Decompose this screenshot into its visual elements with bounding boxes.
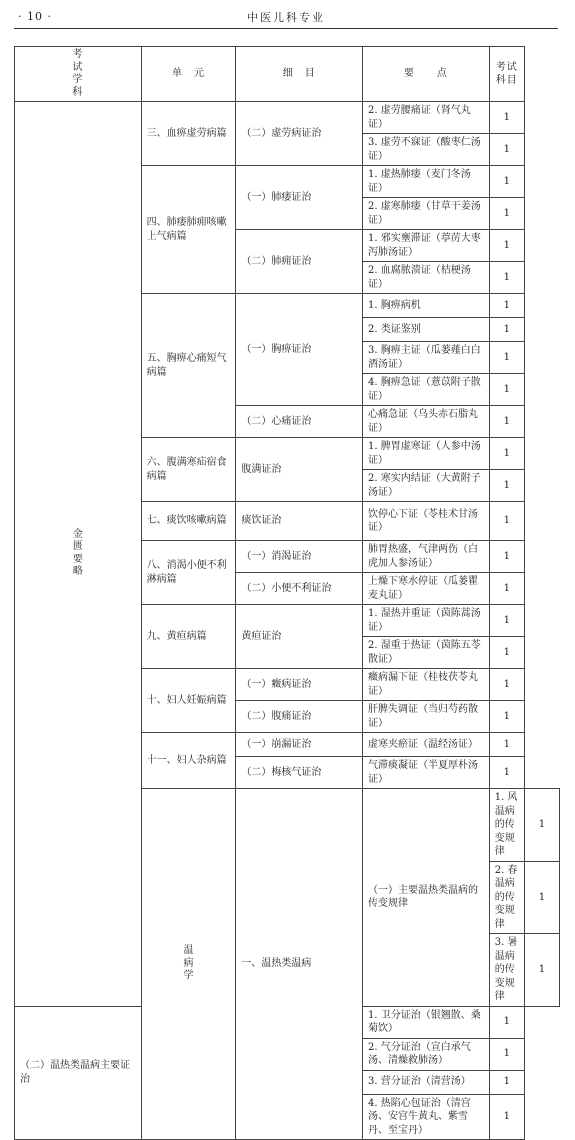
detail-cell: 腹满证治 — [236, 438, 363, 502]
col-score: 考试科目 — [489, 47, 524, 102]
score-cell: 1 — [489, 166, 524, 198]
score-cell: 1 — [489, 102, 524, 134]
point-cell: 1. 脾胃虚寒证（人参中汤证） — [363, 438, 490, 470]
point-cell: 4. 胸痹急证（薏苡附子散证） — [363, 374, 490, 406]
score-cell: 1 — [489, 637, 524, 669]
score-cell: 1 — [489, 318, 524, 342]
subject-jingui: 金匮要略 — [15, 102, 142, 1007]
unit-cell: 六、腹满寒疝宿食病篇 — [141, 438, 236, 502]
detail-cell: （一）胸痹证治 — [236, 294, 363, 406]
detail-cell: （一）主要温热类温病的传变规律 — [363, 789, 490, 1007]
unit-cell: 三、血痹虚劳病篇 — [141, 102, 236, 166]
detail-cell: （一）癥病证治 — [236, 669, 363, 701]
unit-cell: 五、胸痹心痛短气病篇 — [141, 294, 236, 438]
detail-cell: （二）肺痈证治 — [236, 230, 363, 294]
point-cell: 2. 血腐脓溃证（桔梗汤证） — [363, 262, 490, 294]
col-main-points: 要 点 — [363, 47, 490, 102]
point-cell: 1. 湿热并重证（茵陈蒿汤证） — [363, 605, 490, 637]
score-cell: 1 — [489, 374, 524, 406]
score-cell: 1 — [489, 733, 524, 757]
detail-cell: 痰饮证治 — [236, 502, 363, 541]
unit-cell: 八、消渴小便不利淋病篇 — [141, 541, 236, 605]
score-cell: 1 — [489, 342, 524, 374]
point-cell: 肺胃热盛，气津两伤（白虎加人参汤证） — [363, 541, 490, 573]
point-cell: 3. 胸痹主证（瓜蒌薤白白酒汤证） — [363, 342, 490, 374]
subject-wenbing: 温病学 — [141, 789, 236, 1140]
score-cell: 1 — [524, 861, 559, 934]
col-unit: 单 元 — [141, 47, 236, 102]
score-cell: 1 — [489, 1070, 524, 1094]
score-cell: 1 — [489, 757, 524, 789]
score-cell: 1 — [489, 406, 524, 438]
score-cell: 1 — [489, 1006, 524, 1038]
detail-cell: 黄疸证治 — [236, 605, 363, 669]
book-title: 中医儿科专业 — [247, 11, 325, 24]
detail-cell: （二）虚劳病证治 — [236, 102, 363, 166]
point-cell: 癥病漏下证（桂枝茯苓丸证） — [363, 669, 490, 701]
detail-cell: （一）崩漏证治 — [236, 733, 363, 757]
point-cell: 1. 风温病的传变规律 — [489, 789, 524, 862]
page-number: · 10 · — [18, 10, 52, 23]
score-cell: 1 — [489, 230, 524, 262]
detail-cell: （一）消渴证治 — [236, 541, 363, 573]
page-header — [14, 6, 558, 29]
score-cell: 1 — [489, 502, 524, 541]
score-cell: 1 — [489, 470, 524, 502]
point-cell: 虚寒夹瘀证（温经汤证） — [363, 733, 490, 757]
point-cell: 4. 热陷心包证治（清宫汤、安宫牛黄丸、紫雪丹、至宝丹） — [363, 1094, 490, 1140]
point-cell: 肝脾失调证（当归芍药散证） — [363, 701, 490, 733]
point-cell: 3. 暑温病的传变规律 — [489, 934, 524, 1007]
detail-cell: （二）温热类温病主要证治 — [15, 1006, 142, 1140]
score-cell: 1 — [524, 934, 559, 1007]
detail-cell: （一）肺痿证治 — [236, 166, 363, 230]
point-cell: 2. 类证鉴别 — [363, 318, 490, 342]
point-cell: 2. 春温病的传变规律 — [489, 861, 524, 934]
unit-cell: 十一、妇人杂病篇 — [141, 733, 236, 789]
unit-cell: 九、黄疸病篇 — [141, 605, 236, 669]
detail-cell: （二）心痛证治 — [236, 406, 363, 438]
score-cell: 1 — [489, 701, 524, 733]
point-cell: 2. 寒实内结证（大黄附子汤证） — [363, 470, 490, 502]
point-cell: 3. 虚劳不寐证（酸枣仁汤证） — [363, 134, 490, 166]
point-cell: 2. 湿重于热证（茵陈五苓散证） — [363, 637, 490, 669]
unit-cell: 一、温热类温病 — [236, 789, 363, 1140]
point-cell: 1. 虚热肺痿（麦门冬汤证） — [363, 166, 490, 198]
point-cell: 2. 气分证治（宣白承气汤、清燥救肺汤） — [363, 1038, 490, 1070]
point-cell: 饮停心下证（苓桂术甘汤证） — [363, 502, 490, 541]
score-cell: 1 — [489, 438, 524, 470]
detail-cell: （二）梅核气证治 — [236, 757, 363, 789]
score-cell: 1 — [489, 1094, 524, 1140]
point-cell: 2. 虚劳腰痛证（肾气丸证） — [363, 102, 490, 134]
point-cell: 1. 卫分证治（银翘散、桑菊饮） — [363, 1006, 490, 1038]
detail-cell: （二）腹痛证治 — [236, 701, 363, 733]
syllabus-table — [14, 46, 560, 1140]
table-header-row — [15, 47, 560, 102]
score-cell: 1 — [489, 198, 524, 230]
score-cell: 1 — [489, 1038, 524, 1070]
score-cell: 1 — [489, 541, 524, 573]
point-cell: 1. 胸痹病机 — [363, 294, 490, 318]
detail-cell: （二）小便不利证治 — [236, 573, 363, 605]
score-cell: 1 — [489, 573, 524, 605]
point-cell: 心痛急证（乌头赤石脂丸证） — [363, 406, 490, 438]
unit-cell: 四、肺痿肺痈咳嗽上气病篇 — [141, 166, 236, 294]
score-cell: 1 — [489, 262, 524, 294]
table-row — [15, 102, 560, 134]
point-cell: 上燥下寒水停证（瓜蒌瞿麦丸证） — [363, 573, 490, 605]
point-cell: 2. 虚寒肺痿（甘草干姜汤证） — [363, 198, 490, 230]
unit-cell: 十、妇人妊娠病篇 — [141, 669, 236, 733]
score-cell: 1 — [524, 789, 559, 862]
unit-cell: 七、痰饮咳嗽病篇 — [141, 502, 236, 541]
point-cell: 气滞痰凝证（半夏厚朴汤证） — [363, 757, 490, 789]
score-cell: 1 — [489, 134, 524, 166]
point-cell: 1. 邪实壅滞证（葶苈大枣泻肺汤证） — [363, 230, 490, 262]
score-cell: 1 — [489, 605, 524, 637]
score-cell: 1 — [489, 669, 524, 701]
point-cell: 3. 营分证治（清营汤） — [363, 1070, 490, 1094]
col-subject: 考试学科 — [15, 47, 142, 102]
col-detail: 细 目 — [236, 47, 363, 102]
score-cell: 1 — [489, 294, 524, 318]
